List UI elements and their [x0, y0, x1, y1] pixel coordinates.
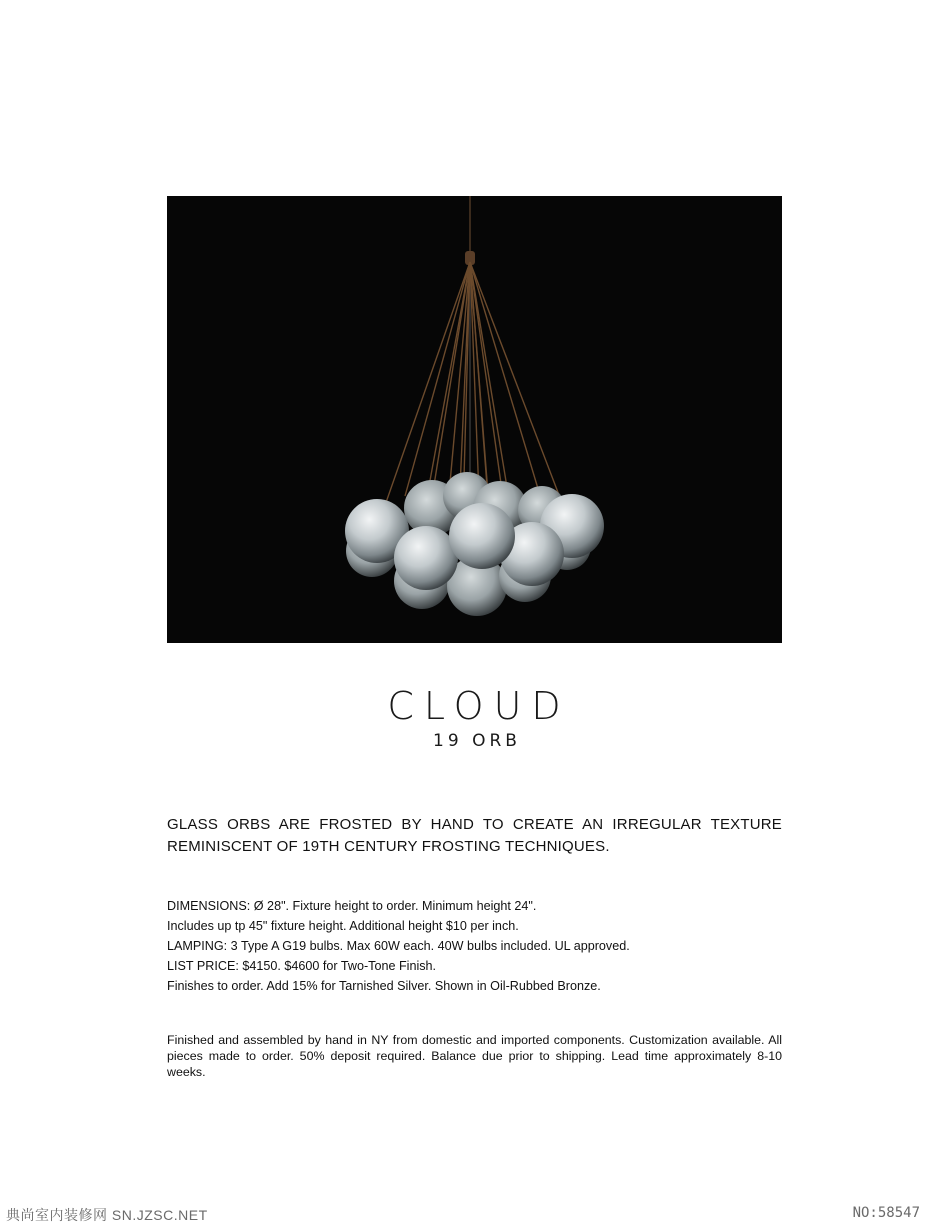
chandelier-photo-icon: [167, 196, 782, 643]
watermark-left: 典尚室内装修网 SN.JZSC.NET: [6, 1207, 208, 1223]
product-tagline: GLASS ORBS ARE FROSTED BY HAND TO CREATE AN IRREGULAR TEXTURE REMINISCENT OF 19TH CENTURY FROSTING TECHNIQUES.: [167, 816, 782, 855]
product-specs: [167, 896, 782, 996]
spec-list-price: LIST PRICE: $4150. $4600 for Two-Tone Finish.: [167, 959, 437, 973]
watermark-right: NO:58547: [852, 1205, 920, 1221]
spec-finishes: Finishes to order. Add 15% for Tarnished Silver. Shown in Oil-Rubbed Bronze.: [167, 979, 601, 993]
chandelier-photo: [167, 196, 782, 643]
product-subtitle: 19 ORB: [433, 731, 521, 751]
spec-lamping: LAMPING: 3 Type A G19 bulbs. Max 60W each. 40W bulbs included. UL approved.: [167, 939, 630, 953]
footer-note: Finished and assembled by hand in NY from domestic and imported components. Customization available. All pieces made to order. 50% deposit required. Balance due prior to shipping. Lead time approximately 8-10 weeks.: [167, 1033, 782, 1079]
spec-dimensions: DIMENSIONS: Ø 28". Fixture height to order. Minimum height 24".: [167, 899, 537, 913]
product-title: CLOUD: [387, 684, 571, 728]
spec-height: Includes up tp 45" fixture height. Additional height $10 per inch.: [167, 919, 519, 933]
